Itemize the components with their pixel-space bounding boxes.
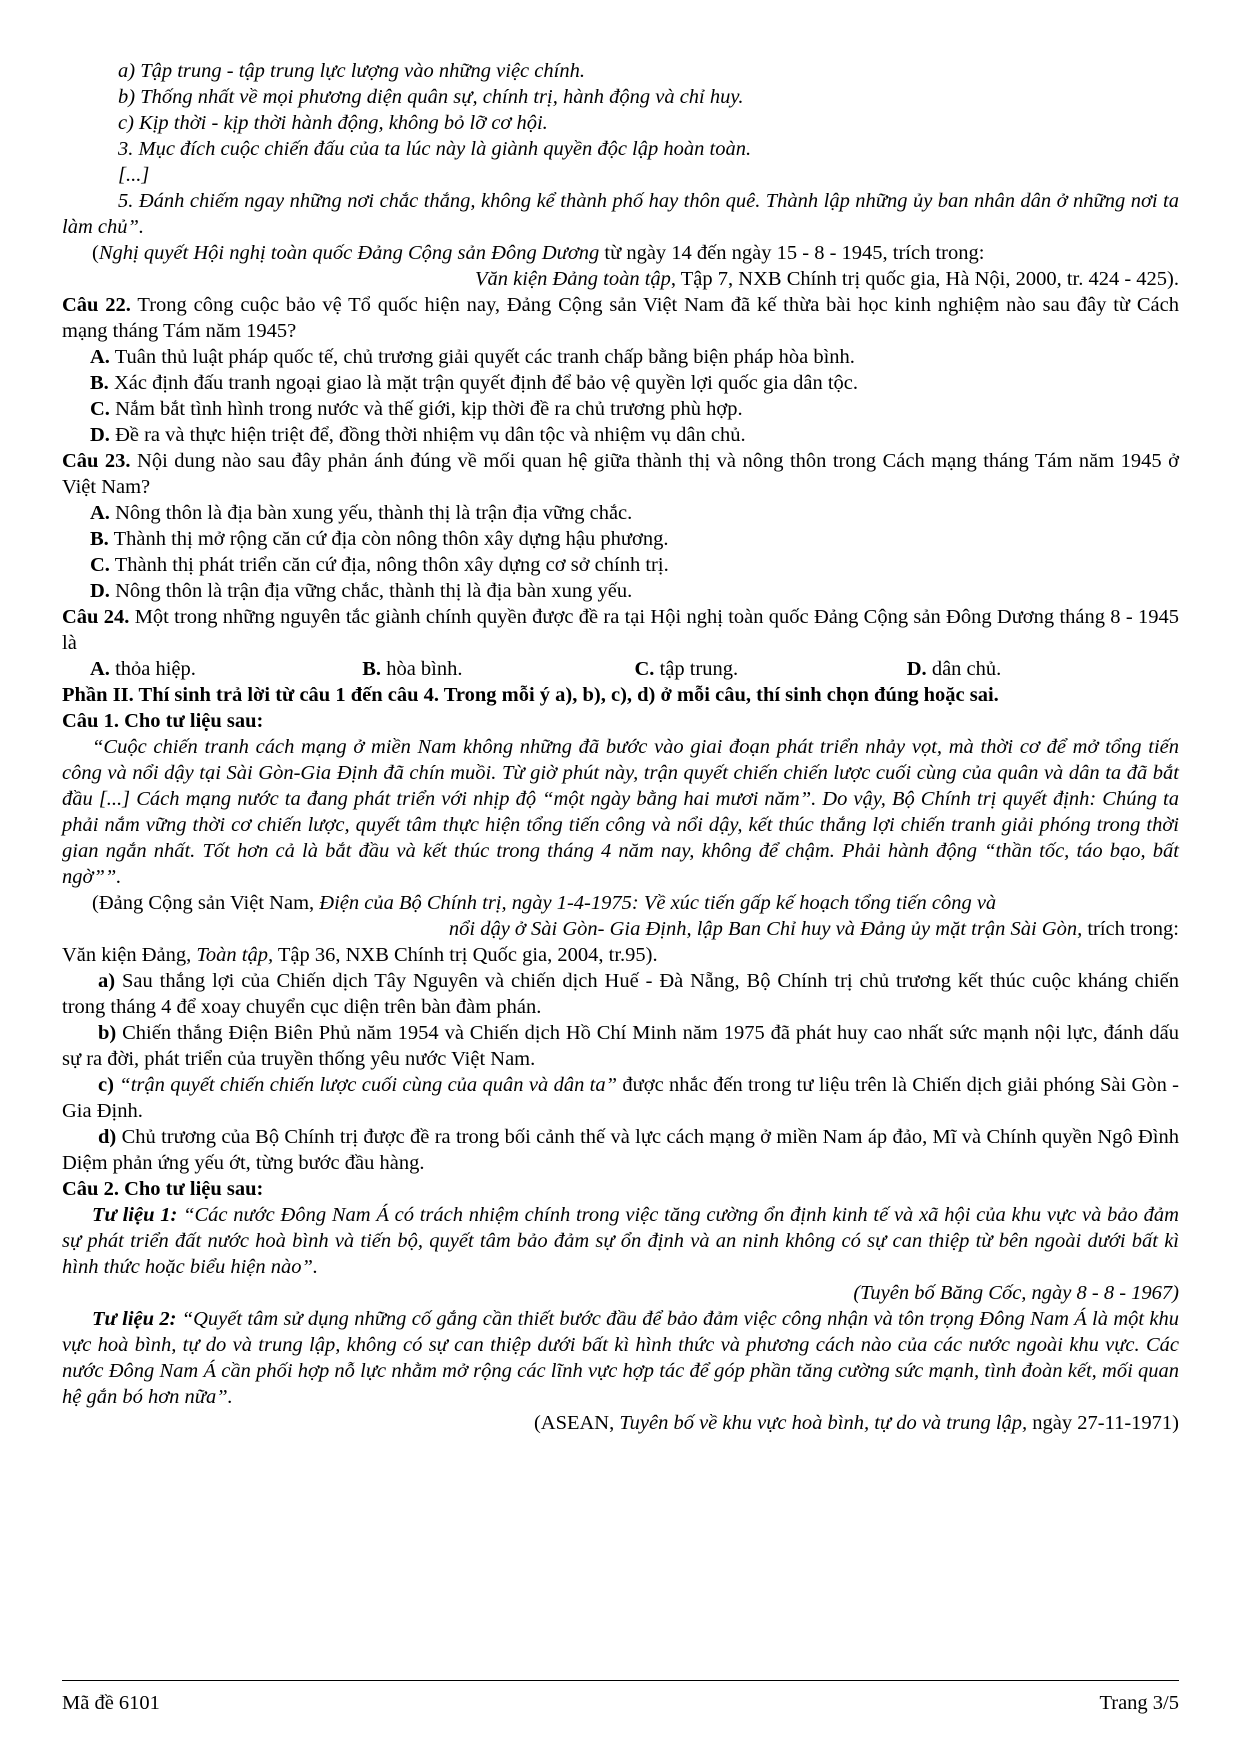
part2-question-1 — [62, 708, 1179, 1176]
quote-line-3: 3. Mục đích cuộc chiến đấu của ta lúc này là giành quyền độc lập hoàn toàn. — [118, 138, 752, 160]
exam-code: Mã đề 6101 — [62, 1692, 160, 1714]
quote-ellipsis: [...] — [118, 164, 150, 186]
quote-source-line2: Văn kiện Đảng toàn tập, Tập 7, NXB Chính trị quốc gia, Hà Nội, 2000, tr. 424 - 425). — [475, 268, 1179, 290]
statement-b: b) Chiến thắng Điện Biên Phủ năm 1954 và Chiến dịch Hồ Chí Minh năm 1975 đã phát huy cao nhất sức mạnh nội lực, đánh dấu sự ra đời, phát triển của truyền thống yêu nước Việt Nam. — [62, 1022, 1179, 1070]
quote-line-5: 5. Đánh chiếm ngay những nơi chắc thắng, không kể thành phố hay thôn quê. Thành lập những ủy ban nhân dân ở những nơi ta làm chủ”. — [62, 190, 1179, 238]
option-c: C. Thành thị phát triển căn cứ địa, nông thôn xây dựng cơ sở chính trị. — [90, 554, 669, 576]
option-b: B. Xác định đấu tranh ngoại giao là mặt trận quyết định để bảo vệ quyền lợi quốc gia dân tộc. — [90, 372, 859, 394]
source-1-citation: (Tuyên bố Băng Cốc, ngày 8 - 8 - 1967) — [853, 1282, 1179, 1304]
question-heading: Câu 2. Cho tư liệu sau: — [62, 1178, 264, 1200]
source-2: Tư liệu 2: “Quyết tâm sử dụng những cố gắng cần thiết bước đầu để bảo đảm việc công nhận và tôn trọng Đông Nam Á là một khu vực hoà bình, tự do và trung lập, không có sự can thiệp dưới bất kì hình thức và phương cách nào của các nước ngoài khu vực. Các nước Đông Nam Á cần phối hợp nỗ lực nhằm mở rộng các lĩnh vực hợp tác để góp phần tăng cường sức mạnh, tình đoàn kết, mối quan hệ gắn bó hơn nữa”. — [62, 1308, 1179, 1408]
quote-source-line1: (Đảng Cộng sản Việt Nam, Điện của Bộ Chính trị, ngày 1-4-1975: Về xúc tiến gấp kế hoạch tổng tiến công và — [92, 892, 997, 914]
question-text: Trong công cuộc bảo vệ Tổ quốc hiện nay, Đảng Cộng sản Việt Nam đã kế thừa bài học kinh nghiệm nào sau đây từ Cách mạng tháng Tám năm 1945? — [62, 294, 1179, 342]
source-quote: “Cuộc chiến tranh cách mạng ở miền Nam không những đã bước vào giai đoạn phát triển nhảy vọt, mà thời cơ để mở tổng tiến công và nổi dậy tại Sài Gòn-Gia Định đã chín muồi. Từ giờ phút này, trận quyết chiến chiến lược cuối cùng của quân và dân ta đã bắt đầu [...] Cách mạng nước ta đang phát triển với nhịp độ “một ngày bằng hai mươi năm”. Do vậy, Bộ Chính trị quyết định: Chúng ta phải nắm vững thời cơ chiến lược, quyết tâm thực hiện tổng tiến công và nổi dậy, kết thúc thắng lợi chiến tranh giải phóng trong thời gian ngắn nhất. Tốt hơn cả là bắt đầu và kết thúc trong tháng 4 năm nay, không để chậm. Phải hành động “thần tốc, táo bạo, bất ngờ””. — [62, 736, 1179, 888]
statement-c: c) “trận quyết chiến chiến lược cuối cùng của quân và dân ta” được nhắc đến trong tư liệu trên là Chiến dịch giải phóng Sài Gòn - Gia Định. — [62, 1074, 1180, 1122]
question-24 — [62, 604, 1179, 682]
quote-source-line3: Văn kiện Đảng, Toàn tập, Tập 36, NXB Chính trị Quốc gia, 2004, tr.95). — [62, 944, 658, 966]
statement-d: d) Chủ trương của Bộ Chính trị được đề ra trong bối cảnh thế và lực cách mạng ở miền Nam áp đảo, Mĩ và Chính quyền Ngô Đình Diệm phản ứng yếu ớt, từng bước đầu hàng. — [62, 1126, 1179, 1174]
option-c: C. Nắm bắt tình hình trong nước và thế giới, kịp thời đề ra chủ trương phù hợp. — [90, 398, 743, 420]
source-1: Tư liệu 1: “Các nước Đông Nam Á có trách nhiệm chính trong việc tăng cường ổn định kinh tế và xã hội của khu vực và bảo đảm sự phát triển đất nước hoà bình và tiến bộ, quyết tâm bảo đảm sự ổn định và an ninh không có sự can thiệp từ bên ngoài dưới bất kì hình thức hoặc biểu hiện nào”. — [62, 1204, 1179, 1278]
source-2-citation: (ASEAN, Tuyên bố về khu vực hoà bình, tự do và trung lập, ngày 27-11-1971) — [533, 1412, 1179, 1434]
quote-source-line2: nổi dậy ở Sài Gòn- Gia Định, lập Ban Chỉ huy và Đảng ủy mặt trận Sài Gòn, trích trong: — [448, 918, 1179, 940]
option-a: A. thỏa hiệp. — [90, 658, 196, 680]
part2-question-2 — [62, 1176, 1179, 1436]
question-22 — [62, 292, 1179, 448]
question-23 — [62, 448, 1179, 604]
question-text: Một trong những nguyên tắc giành chính quyền được đề ra tại Hội nghị toàn quốc Đảng Cộng sản Đông Dương tháng 8 - 1945 là — [62, 606, 1179, 654]
statement-a: a) Sau thắng lợi của Chiến dịch Tây Nguyên và chiến dịch Huế - Đà Nẵng, Bộ Chính trị chủ trương kết thúc cuộc kháng chiến trong tháng 4 để xoay chuyển cục diện trên bàn đàm phán. — [62, 970, 1179, 1018]
option-b: B. Thành thị mở rộng căn cứ địa còn nông thôn xây dựng hậu phương. — [90, 528, 669, 550]
quote-line-b: b) Thống nhất về mọi phương diện quân sự, chính trị, hành động và chỉ huy. — [118, 86, 744, 108]
option-a: A. Nông thôn là địa bàn xung yếu, thành thị là trận địa vững chắc. — [90, 502, 633, 524]
option-d: D. Đề ra và thực hiện triệt để, đồng thời nhiệm vụ dân tộc và nhiệm vụ dân chủ. — [90, 424, 746, 446]
quote-source-line1: (Nghị quyết Hội nghị toàn quốc Đảng Cộng sản Đông Dương từ ngày 14 đến ngày 15 - 8 - 1945, trích trong: — [92, 242, 985, 264]
footer-divider — [62, 1680, 1179, 1681]
option-b: B. hòa bình. — [362, 658, 463, 680]
quote-line-a: a) Tập trung - tập trung lực lượng vào những việc chính. — [118, 60, 585, 82]
question-label: Câu 22. — [62, 294, 131, 316]
page-number: Trang 3/5 — [1099, 1692, 1179, 1714]
options-row — [62, 656, 1179, 682]
page-footer — [62, 1690, 1179, 1716]
question-text: Nội dung nào sau đây phản ánh đúng về mối quan hệ giữa thành thị và nông thôn trong Cách mạng tháng Tám năm 1945 ở Việt Nam? — [62, 450, 1179, 498]
option-c: C. tập trung. — [634, 658, 739, 680]
option-d: D. Nông thôn là trận địa vững chắc, thành thị là địa bàn xung yếu. — [90, 580, 633, 602]
top-quote — [62, 58, 1179, 292]
part2-heading: Phần II. Thí sinh trả lời từ câu 1 đến câu 4. Trong mỗi ý a), b), c), d) ở mỗi câu, thí sinh chọn đúng hoặc sai. — [62, 684, 999, 706]
question-label: Câu 24. — [62, 606, 130, 628]
option-a: A. Tuân thủ luật pháp quốc tế, chủ trương giải quyết các tranh chấp bằng biện pháp hòa bình. — [90, 346, 855, 368]
option-d: D. dân chủ. — [906, 658, 1002, 680]
quote-line-c: c) Kịp thời - kịp thời hành động, không bỏ lỡ cơ hội. — [118, 112, 548, 134]
question-heading: Câu 1. Cho tư liệu sau: — [62, 710, 264, 732]
question-label: Câu 23. — [62, 450, 131, 472]
